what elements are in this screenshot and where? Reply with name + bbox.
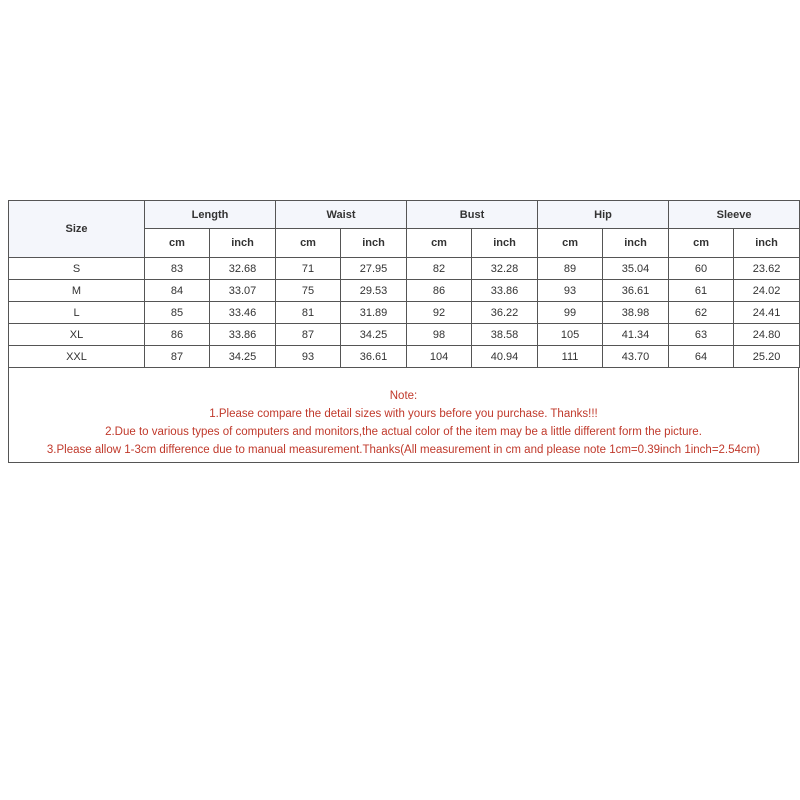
unit-header-inch: inch [734, 229, 800, 258]
size-chart [8, 200, 799, 463]
group-header-waist: Waist [276, 201, 407, 229]
table-cell: 24.02 [734, 280, 800, 302]
size-label-cell: XL [9, 324, 145, 346]
table-cell: 38.98 [603, 302, 669, 324]
size-table [8, 200, 800, 368]
table-cell: 33.46 [210, 302, 276, 324]
table-cell: 93 [538, 280, 603, 302]
table-cell: 41.34 [603, 324, 669, 346]
table-cell: 34.25 [210, 346, 276, 368]
table-cell: 87 [145, 346, 210, 368]
unit-header-cm: cm [669, 229, 734, 258]
header-row-groups [9, 201, 800, 229]
table-cell: 62 [669, 302, 734, 324]
unit-header-cm: cm [145, 229, 210, 258]
table-cell: 35.04 [603, 258, 669, 280]
table-cell: 40.94 [472, 346, 538, 368]
table-cell: 23.62 [734, 258, 800, 280]
size-label-cell: M [9, 280, 145, 302]
table-cell: 36.61 [341, 346, 407, 368]
note-line-3: 3.Please allow 1-3cm difference due to manual measurement.Thanks(All measurement in cm and please note 1cm=0.39inch 1inch=2.54cm) [46, 444, 761, 456]
group-header-sleeve: Sleeve [669, 201, 800, 229]
table-cell: 38.58 [472, 324, 538, 346]
size-label-cell: XXL [9, 346, 145, 368]
unit-header-inch: inch [472, 229, 538, 258]
size-label-cell: L [9, 302, 145, 324]
unit-header-cm: cm [538, 229, 603, 258]
table-cell: 84 [145, 280, 210, 302]
size-rows [9, 258, 800, 368]
table-cell: 75 [276, 280, 341, 302]
table-cell: 89 [538, 258, 603, 280]
group-header-length: Length [145, 201, 276, 229]
note-line-2: 2.Due to various types of computers and monitors,the actual color of the item may be a little different form the picture. [105, 426, 702, 438]
note-line-1: 1.Please compare the detail sizes with yours before you purchase. Thanks!!! [209, 408, 598, 420]
table-cell: 82 [407, 258, 472, 280]
table-cell: 25.20 [734, 346, 800, 368]
table-cell: 61 [669, 280, 734, 302]
unit-header-inch: inch [341, 229, 407, 258]
table-cell: 32.28 [472, 258, 538, 280]
group-header-hip: Hip [538, 201, 669, 229]
table-row [9, 258, 800, 280]
table-row [9, 302, 800, 324]
unit-header-inch: inch [603, 229, 669, 258]
table-cell: 87 [276, 324, 341, 346]
table-cell: 36.61 [603, 280, 669, 302]
table-cell: 33.86 [472, 280, 538, 302]
table-row [9, 346, 800, 368]
table-cell: 86 [145, 324, 210, 346]
table-cell: 81 [276, 302, 341, 324]
unit-header-cm: cm [276, 229, 341, 258]
unit-header-cm: cm [407, 229, 472, 258]
table-cell: 32.68 [210, 258, 276, 280]
table-cell: 36.22 [472, 302, 538, 324]
table-cell: 86 [407, 280, 472, 302]
table-cell: 29.53 [341, 280, 407, 302]
table-cell: 111 [538, 346, 603, 368]
table-cell: 60 [669, 258, 734, 280]
size-label-cell: S [9, 258, 145, 280]
table-cell: 71 [276, 258, 341, 280]
table-cell: 33.86 [210, 324, 276, 346]
table-cell: 34.25 [341, 324, 407, 346]
table-cell: 99 [538, 302, 603, 324]
table-cell: 31.89 [341, 302, 407, 324]
table-cell: 83 [145, 258, 210, 280]
table-cell: 93 [276, 346, 341, 368]
size-header: Size [9, 201, 145, 258]
group-header-bust: Bust [407, 201, 538, 229]
table-row [9, 280, 800, 302]
table-cell: 64 [669, 346, 734, 368]
table-row [9, 324, 800, 346]
unit-header-inch: inch [210, 229, 276, 258]
table-cell: 24.41 [734, 302, 800, 324]
table-cell: 98 [407, 324, 472, 346]
notes-box [8, 368, 799, 463]
table-cell: 85 [145, 302, 210, 324]
table-cell: 92 [407, 302, 472, 324]
table-cell: 33.07 [210, 280, 276, 302]
table-cell: 43.70 [603, 346, 669, 368]
table-cell: 24.80 [734, 324, 800, 346]
note-title: Note: [389, 390, 418, 402]
table-cell: 105 [538, 324, 603, 346]
table-cell: 104 [407, 346, 472, 368]
table-cell: 27.95 [341, 258, 407, 280]
table-cell: 63 [669, 324, 734, 346]
